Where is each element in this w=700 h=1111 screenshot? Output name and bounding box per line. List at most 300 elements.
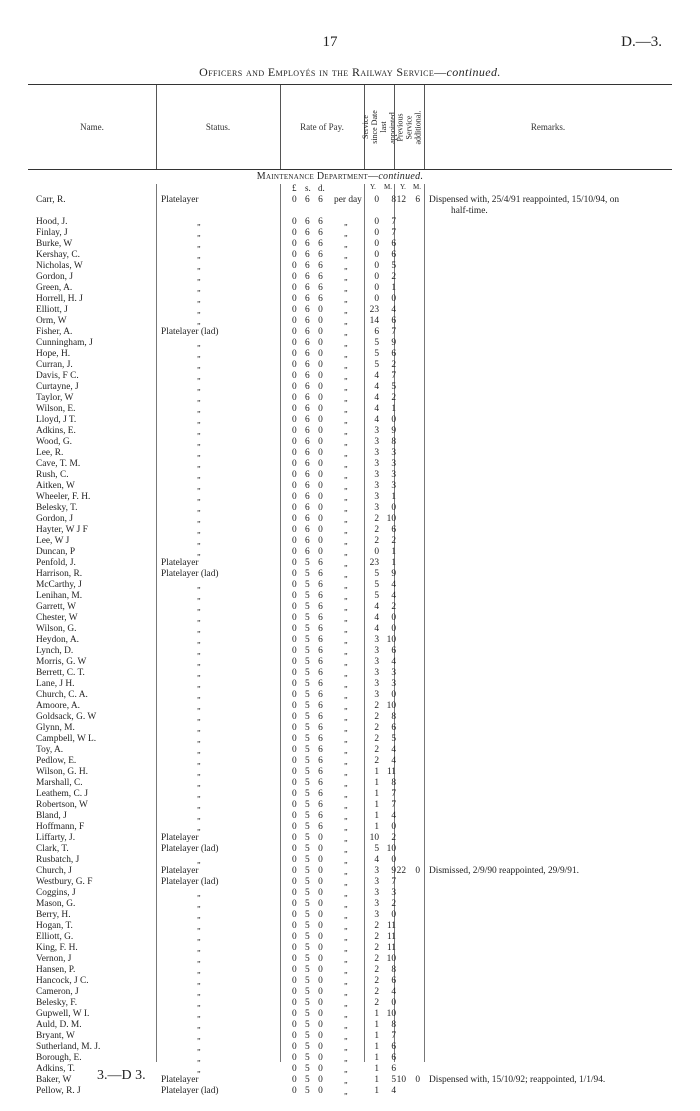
pay-period-ditto-mark: „ [344, 1032, 349, 1041]
service-sy: 1 [374, 767, 379, 777]
service-sy: 3 [374, 437, 379, 447]
service-sm: 2 [391, 536, 396, 546]
service-sy: 5 [374, 360, 379, 370]
service-pm: 0 [415, 866, 420, 876]
status-ditto-mark: „ [197, 746, 202, 755]
service-sy: 3 [374, 503, 379, 513]
table-row [0, 404, 700, 415]
table-row [0, 459, 700, 470]
pay-period-ditto-mark: „ [344, 735, 349, 744]
service-sy: 4 [374, 382, 379, 392]
status-ditto-mark: „ [197, 372, 202, 381]
table-row [0, 822, 700, 833]
header-remarks: Remarks. [530, 122, 566, 132]
table-row [0, 888, 700, 899]
employee-name: Adkins, E. [36, 426, 76, 436]
status-ditto-mark: „ [197, 812, 202, 821]
service-sm: 10 [386, 1009, 396, 1019]
rate-of-pay: 0 6 6 [292, 261, 326, 271]
table-row [0, 228, 700, 239]
service-sm: 2 [391, 360, 396, 370]
service-sm: 7 [391, 877, 396, 887]
unit-pence: d. [318, 183, 325, 193]
employee-name: Marshall, C. [36, 778, 83, 788]
pay-period-ditto-mark: „ [344, 328, 349, 337]
employee-name: Adkins, T. [36, 1064, 75, 1074]
service-sy: 1 [374, 1009, 379, 1019]
rate-of-pay: 0 5 6 [292, 624, 326, 634]
service-sm: 0 [391, 503, 396, 513]
service-sm: 11 [386, 767, 396, 777]
table-row [0, 250, 700, 261]
employee-name: Lane, J H. [36, 679, 75, 689]
pay-period-ditto-mark: „ [344, 746, 349, 755]
employee-name: Hayter, W J F [36, 525, 88, 535]
employee-name: Hansen, P. [36, 965, 76, 975]
pay-period-ditto-mark: „ [344, 724, 349, 733]
rate-of-pay: 0 6 6 [292, 250, 326, 260]
service-sm: 0 [391, 294, 396, 304]
service-sy: 2 [374, 987, 379, 997]
service-sy: 4 [374, 613, 379, 623]
rate-of-pay: 0 5 0 [292, 1086, 326, 1096]
pay-period-ditto-mark: „ [344, 779, 349, 788]
service-sm: 7 [391, 371, 396, 381]
rate-of-pay: 0 5 6 [292, 602, 326, 612]
table-row [0, 1042, 700, 1053]
employee-name: Green, A. [36, 283, 73, 293]
unit-months: M. [384, 183, 392, 191]
remark-continuation-row [0, 206, 700, 217]
service-sy: 6 [374, 327, 379, 337]
pay-period-ditto-mark: „ [344, 911, 349, 920]
status-ditto-mark: „ [197, 1043, 202, 1052]
table-row [0, 734, 700, 745]
pay-period-ditto-mark: „ [344, 636, 349, 645]
service-sm: 7 [391, 800, 396, 810]
pay-period-ditto-mark: „ [344, 240, 349, 249]
status-ditto-mark: „ [197, 405, 202, 414]
pay-period-ditto-mark: „ [344, 944, 349, 953]
pay-period-ditto-mark: „ [344, 504, 349, 513]
employee-status: Platelayer (lad) [161, 569, 219, 579]
service-sy: 0 [374, 261, 379, 271]
table-row [0, 591, 700, 602]
service-pm: 0 [415, 1075, 420, 1085]
status-ditto-mark: „ [197, 229, 202, 238]
pay-period-ditto-mark: „ [344, 966, 349, 975]
service-sm: 7 [391, 789, 396, 799]
employee-name: Lee, W J [36, 536, 70, 546]
rate-of-pay: 0 6 0 [292, 371, 326, 381]
pay-period-ditto-mark: „ [344, 878, 349, 887]
employee-name: Heydon, A. [36, 635, 79, 645]
header-service: Service since Date last appointed. [361, 110, 398, 144]
rate-of-pay: 0 5 6 [292, 723, 326, 733]
rate-of-pay: 0 6 0 [292, 470, 326, 480]
table-row [0, 602, 700, 613]
pay-period-ditto-mark: „ [344, 229, 349, 238]
pay-period-ditto-mark: „ [344, 350, 349, 359]
service-sm: 0 [391, 822, 396, 832]
service-sy: 2 [374, 943, 379, 953]
table-row [0, 954, 700, 965]
employee-status: Platelayer (lad) [161, 327, 219, 337]
rate-of-pay: 0 6 0 [292, 547, 326, 557]
table-row [0, 426, 700, 437]
service-sy: 0 [374, 250, 379, 260]
rate-of-pay: 0 6 0 [292, 514, 326, 524]
service-sy: 0 [374, 228, 379, 238]
table-row [0, 217, 700, 228]
employee-name: Nicholas, W [36, 261, 83, 271]
service-sy: 5 [374, 580, 379, 590]
document-reference: D.—3. [621, 34, 662, 50]
table-row [0, 844, 700, 855]
employee-status: Platelayer [161, 1075, 199, 1085]
service-sm: 10 [386, 635, 396, 645]
table-row [0, 976, 700, 987]
status-ditto-mark: „ [197, 944, 202, 953]
service-pm: 6 [415, 195, 420, 205]
pay-period-ditto-mark: „ [344, 284, 349, 293]
rate-of-pay: 0 5 6 [292, 756, 326, 766]
status-ditto-mark: „ [197, 724, 202, 733]
employee-name: Gordon, J [36, 272, 73, 282]
pay-period-ditto-mark: „ [344, 680, 349, 689]
table-row [0, 547, 700, 558]
pay-period-ditto-mark: „ [344, 702, 349, 711]
employee-name: Leathem, C. J [36, 789, 89, 799]
pay-period-ditto-mark: „ [344, 372, 349, 381]
rate-of-pay: 0 5 6 [292, 800, 326, 810]
pay-period-ditto-mark: „ [344, 482, 349, 491]
service-sy: 14 [369, 316, 379, 326]
table-row [0, 448, 700, 459]
table-title [0, 65, 700, 80]
status-ditto-mark: „ [197, 262, 202, 271]
status-ditto-mark: „ [197, 515, 202, 524]
status-ditto-mark: „ [197, 438, 202, 447]
employee-status: Platelayer [161, 866, 199, 876]
rate-of-pay: 0 5 0 [292, 1042, 326, 1052]
table-row [0, 536, 700, 547]
service-py: 10 [396, 1075, 406, 1085]
table-row [0, 393, 700, 404]
rate-of-pay: 0 5 0 [292, 1031, 326, 1041]
employee-name: Cave, T. M. [36, 459, 81, 469]
service-sm: 8 [391, 1020, 396, 1030]
service-sy: 2 [374, 745, 379, 755]
service-sy: 3 [374, 877, 379, 887]
employee-name: Berry, H. [36, 910, 71, 920]
employee-name: Duncan, P [36, 547, 76, 557]
rate-of-pay: 0 6 0 [292, 316, 326, 326]
service-sy: 2 [374, 965, 379, 975]
pay-period-ditto-mark: „ [344, 856, 349, 865]
employee-name: Church, J [36, 866, 72, 876]
rate-of-pay: 0 6 6 [292, 228, 326, 238]
employee-name: Goldsack, G. W [36, 712, 97, 722]
rate-of-pay: 0 6 0 [292, 426, 326, 436]
service-sy: 2 [374, 954, 379, 964]
status-ditto-mark: „ [197, 702, 202, 711]
service-sy: 4 [374, 393, 379, 403]
pay-period-ditto-mark: „ [344, 449, 349, 458]
rate-of-pay: 0 5 6 [292, 822, 326, 832]
employee-name: Fisher, A. [36, 327, 73, 337]
status-ditto-mark: „ [197, 977, 202, 986]
status-ditto-mark: „ [197, 988, 202, 997]
employee-name: Borough, E. [36, 1053, 82, 1063]
rate-of-pay: 0 6 0 [292, 492, 326, 502]
service-sy: 2 [374, 701, 379, 711]
employee-name: Elliott, J [36, 305, 68, 315]
status-ditto-mark: „ [197, 625, 202, 634]
service-sm: 8 [391, 437, 396, 447]
rate-of-pay: 0 5 6 [292, 767, 326, 777]
employee-name: Liffarty, J. [36, 833, 76, 843]
rate-of-pay: 0 6 6 [292, 283, 326, 293]
status-ditto-mark: „ [197, 526, 202, 535]
status-ditto-mark: „ [197, 218, 202, 227]
status-ditto-mark: „ [197, 394, 202, 403]
pay-period-ditto-mark: „ [344, 988, 349, 997]
table-row [0, 371, 700, 382]
service-sy: 3 [374, 646, 379, 656]
status-ditto-mark: „ [197, 680, 202, 689]
pay-period-ditto-mark: „ [344, 713, 349, 722]
status-ditto-mark: „ [197, 999, 202, 1008]
rate-of-pay: 0 5 0 [292, 1009, 326, 1019]
employee-name: Berrett, C. T. [36, 668, 85, 678]
table-row [0, 866, 700, 877]
employee-name: Harrison, R. [36, 569, 83, 579]
pay-period-ditto-mark: „ [344, 1043, 349, 1052]
pay-period-ditto-mark: „ [344, 559, 349, 568]
service-sy: 1 [374, 1031, 379, 1041]
rate-of-pay: 0 6 0 [292, 448, 326, 458]
status-ditto-mark: „ [197, 251, 202, 260]
service-sm: 10 [386, 514, 396, 524]
service-sy: 0 [374, 239, 379, 249]
pay-period-ditto-mark: „ [344, 273, 349, 282]
table-row [0, 723, 700, 734]
pay-period-ditto-mark: „ [344, 757, 349, 766]
rate-of-pay: 0 5 6 [292, 789, 326, 799]
service-sm: 7 [391, 327, 396, 337]
table-row [0, 767, 700, 778]
status-ditto-mark: „ [197, 1054, 202, 1063]
employee-name: Toy, A. [36, 745, 64, 755]
rate-of-pay: 0 5 6 [292, 679, 326, 689]
employee-name: Lynch, D. [36, 646, 74, 656]
pay-period-ditto-mark: „ [344, 801, 349, 810]
employee-name: Baker, W [36, 1075, 72, 1085]
status-ditto-mark: „ [197, 416, 202, 425]
pay-period-ditto-mark: „ [344, 1021, 349, 1030]
service-sm: 6 [391, 250, 396, 260]
table-row [0, 811, 700, 822]
service-sm: 0 [391, 415, 396, 425]
employee-name: Finlay, J [36, 228, 68, 238]
service-sm: 3 [391, 679, 396, 689]
employee-name: Garrett, W [36, 602, 76, 612]
employee-name: Pellow, R. J [36, 1086, 81, 1096]
status-ditto-mark: „ [197, 614, 202, 623]
table-title-continued: continued. [446, 65, 501, 79]
rate-of-pay: 0 5 6 [292, 569, 326, 579]
employee-name: Sutherland, M. J. [36, 1042, 101, 1052]
table-row [0, 316, 700, 327]
service-sm: 3 [391, 448, 396, 458]
service-sm: 1 [391, 404, 396, 414]
service-sm: 5 [391, 382, 396, 392]
rate-of-pay: 0 6 6 [292, 217, 326, 227]
service-sy: 3 [374, 426, 379, 436]
service-sm: 11 [386, 921, 396, 931]
rate-of-pay: 0 6 0 [292, 503, 326, 513]
status-ditto-mark: „ [197, 713, 202, 722]
rate-of-pay: 0 6 0 [292, 481, 326, 491]
service-sm: 4 [391, 745, 396, 755]
status-ditto-mark: „ [197, 471, 202, 480]
table-row [0, 998, 700, 1009]
service-sy: 3 [374, 888, 379, 898]
unit-years-previous: Y. [400, 183, 406, 191]
employee-name: Hope, H. [36, 349, 71, 359]
service-sy: 2 [374, 921, 379, 931]
rate-of-pay: 0 6 6 [292, 239, 326, 249]
employee-name: Kershay, C. [36, 250, 80, 260]
service-sm: 6 [391, 976, 396, 986]
rate-of-pay: 0 6 0 [292, 536, 326, 546]
service-sy: 1 [374, 1020, 379, 1030]
rate-of-pay: 0 5 0 [292, 877, 326, 887]
remark-continuation: half-time. [451, 206, 488, 216]
service-sy: 5 [374, 338, 379, 348]
employee-name: Wilson, G. [36, 624, 77, 634]
status-ditto-mark: „ [197, 922, 202, 931]
status-ditto-mark: „ [197, 779, 202, 788]
service-sy: 1 [374, 789, 379, 799]
rate-of-pay: 0 6 0 [292, 415, 326, 425]
pay-period-ditto-mark: „ [344, 438, 349, 447]
service-sy: 4 [374, 371, 379, 381]
service-sy: 2 [374, 756, 379, 766]
employee-name: Rusbatch, J [36, 855, 80, 865]
service-sy: 4 [374, 415, 379, 425]
table-row [0, 1053, 700, 1064]
status-ditto-mark: „ [197, 361, 202, 370]
rate-of-pay: 0 6 6 [292, 294, 326, 304]
status-ditto-mark: „ [197, 669, 202, 678]
service-sm: 8 [391, 778, 396, 788]
pay-period-ditto-mark: „ [344, 669, 349, 678]
service-sy: 10 [369, 833, 379, 843]
pay-period-ditto-mark: „ [344, 834, 349, 843]
table-row [0, 360, 700, 371]
service-sm: 1 [391, 547, 396, 557]
service-sy: 3 [374, 492, 379, 502]
service-sm: 10 [386, 954, 396, 964]
employee-name: Cameron, J [36, 987, 79, 997]
service-sy: 3 [374, 690, 379, 700]
service-sm: 2 [391, 393, 396, 403]
pay-period-ditto-mark: „ [344, 526, 349, 535]
service-sy: 3 [374, 470, 379, 480]
service-sm: 7 [391, 228, 396, 238]
employee-name: Glynn, M. [36, 723, 75, 733]
rate-of-pay: 0 6 0 [292, 459, 326, 469]
header-name: Name. [80, 122, 104, 132]
page-number: 17 [322, 34, 338, 50]
service-sm: 4 [391, 591, 396, 601]
table-row [0, 261, 700, 272]
rate-of-pay: 0 5 6 [292, 646, 326, 656]
service-sm: 3 [391, 888, 396, 898]
rate-of-pay: 0 6 0 [292, 437, 326, 447]
service-sy: 1 [374, 822, 379, 832]
service-sm: 4 [391, 756, 396, 766]
employee-status: Platelayer (lad) [161, 1086, 219, 1096]
pay-period-ditto-mark: „ [344, 691, 349, 700]
service-sm: 1 [391, 492, 396, 502]
service-sm: 9 [391, 569, 396, 579]
service-sm: 0 [391, 624, 396, 634]
employee-name: Gupwell, W I. [36, 1009, 90, 1019]
service-sy: 2 [374, 712, 379, 722]
employee-name: Elliott, G. [36, 932, 74, 942]
pay-period-ditto-mark: „ [344, 1054, 349, 1063]
table-row [0, 745, 700, 756]
table-row [0, 349, 700, 360]
rate-of-pay: 0 6 6 [292, 195, 326, 205]
table-row [0, 624, 700, 635]
employee-name: Hood, J. [36, 217, 68, 227]
pay-period-ditto-mark: „ [344, 768, 349, 777]
pay-period-ditto-mark: „ [344, 647, 349, 656]
rate-of-pay: 0 5 6 [292, 657, 326, 667]
table-row [0, 800, 700, 811]
table-row [0, 899, 700, 910]
table-row [0, 327, 700, 338]
employee-status: Platelayer [161, 558, 199, 568]
rate-of-pay: 0 6 0 [292, 305, 326, 315]
service-sm: 11 [386, 932, 396, 942]
status-ditto-mark: „ [197, 548, 202, 557]
employee-name: Amoore, A. [36, 701, 81, 711]
status-ditto-mark: „ [197, 735, 202, 744]
rate-of-pay: 0 5 6 [292, 712, 326, 722]
rate-of-pay: 0 5 0 [292, 932, 326, 942]
table-row [0, 305, 700, 316]
service-sy: 2 [374, 734, 379, 744]
service-sm: 6 [391, 349, 396, 359]
pay-period-ditto-mark: „ [344, 823, 349, 832]
employee-name: Orm, W [36, 316, 67, 326]
employee-name: Belesky, F. [36, 998, 78, 1008]
pay-period-ditto-mark: „ [344, 581, 349, 590]
table-row [0, 580, 700, 591]
rate-of-pay: 0 5 0 [292, 855, 326, 865]
rate-of-pay: 0 6 0 [292, 327, 326, 337]
service-sy: 2 [374, 976, 379, 986]
pay-period-ditto-mark: „ [344, 812, 349, 821]
pay-period-ditto-mark: „ [344, 977, 349, 986]
status-ditto-mark: „ [197, 306, 202, 315]
employee-status: Platelayer [161, 195, 199, 205]
